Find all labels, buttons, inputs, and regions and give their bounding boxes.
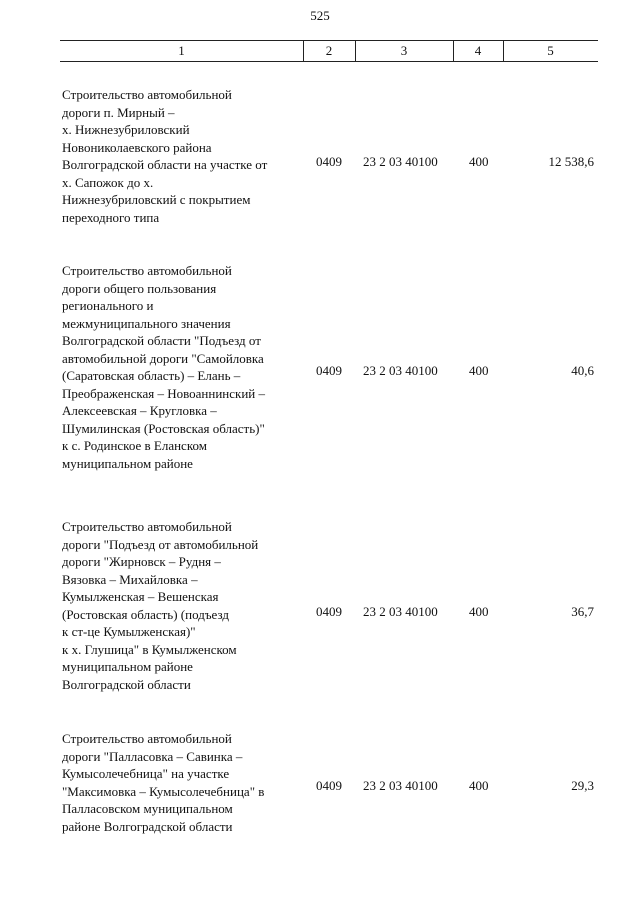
row-expense-type: 400 <box>469 604 489 619</box>
row-amount: 29,3 <box>571 778 594 793</box>
row-section-code: 0409 <box>316 778 342 793</box>
row-description: Строительство автомобильной дороги "Палласовка – Савинка – Кумысолечебница" на участке "Максимовка – Кумысолечебница" в Палласовском муниципальном районе Волгоградской области <box>62 731 265 834</box>
row-section-code: 0409 <box>316 154 342 169</box>
header-col-2: 2 <box>303 41 356 61</box>
row-expense-type: 400 <box>469 363 489 378</box>
header-col-3: 3 <box>355 41 454 61</box>
header-col-5: 5 <box>547 43 554 58</box>
row-expense-type: 400 <box>469 154 489 169</box>
row-amount: 40,6 <box>571 363 594 378</box>
row-target-article: 23 2 03 40100 <box>363 154 438 169</box>
row-amount: 36,7 <box>571 604 594 619</box>
table-header <box>60 40 598 62</box>
table-row <box>60 518 598 703</box>
row-target-article: 23 2 03 40100 <box>363 363 438 378</box>
page-number: 525 <box>310 8 330 23</box>
row-description: Строительство автомобильной дороги общего пользования регионального и межмуниципального значения Волгоградской области "Подъезд от автомобильной дороги "Самойловка (Саратовская область) – Елань – Преображенская – Новоаннинский – Алексеевская – Кругловка – Шумилинская (Ростовская область)" к с. Родинское в Еланском муниципальном районе <box>62 263 266 471</box>
header-col-4: 4 <box>453 41 504 61</box>
table-row <box>60 86 598 236</box>
row-target-article: 23 2 03 40100 <box>363 604 438 619</box>
table-row <box>60 730 598 840</box>
table-row <box>60 262 598 482</box>
row-expense-type: 400 <box>469 778 489 793</box>
row-section-code: 0409 <box>316 604 342 619</box>
row-section-code: 0409 <box>316 363 342 378</box>
row-target-article: 23 2 03 40100 <box>363 778 438 793</box>
row-amount: 12 538,6 <box>548 154 594 169</box>
header-col-1: 1 <box>60 41 304 61</box>
row-description: Строительство автомобильной дороги "Подъезд от автомобильной дороги "Жирновск – Рудня – Вязовка – Михайловка – Кумылженская – Вешенская (Ростовская область) (подъезд к ст-це Кумылженская)" к х. Глушица" в Кумылженском муниципальном районе Волгоградской области <box>62 519 259 692</box>
row-description: Строительство автомобильной дороги п. Мирный – х. Нижнезубриловский Новониколаевского района Волгоградской области на участке от х. Сапожок до х. Нижнезубриловский с покрытием переходного типа <box>62 87 268 225</box>
